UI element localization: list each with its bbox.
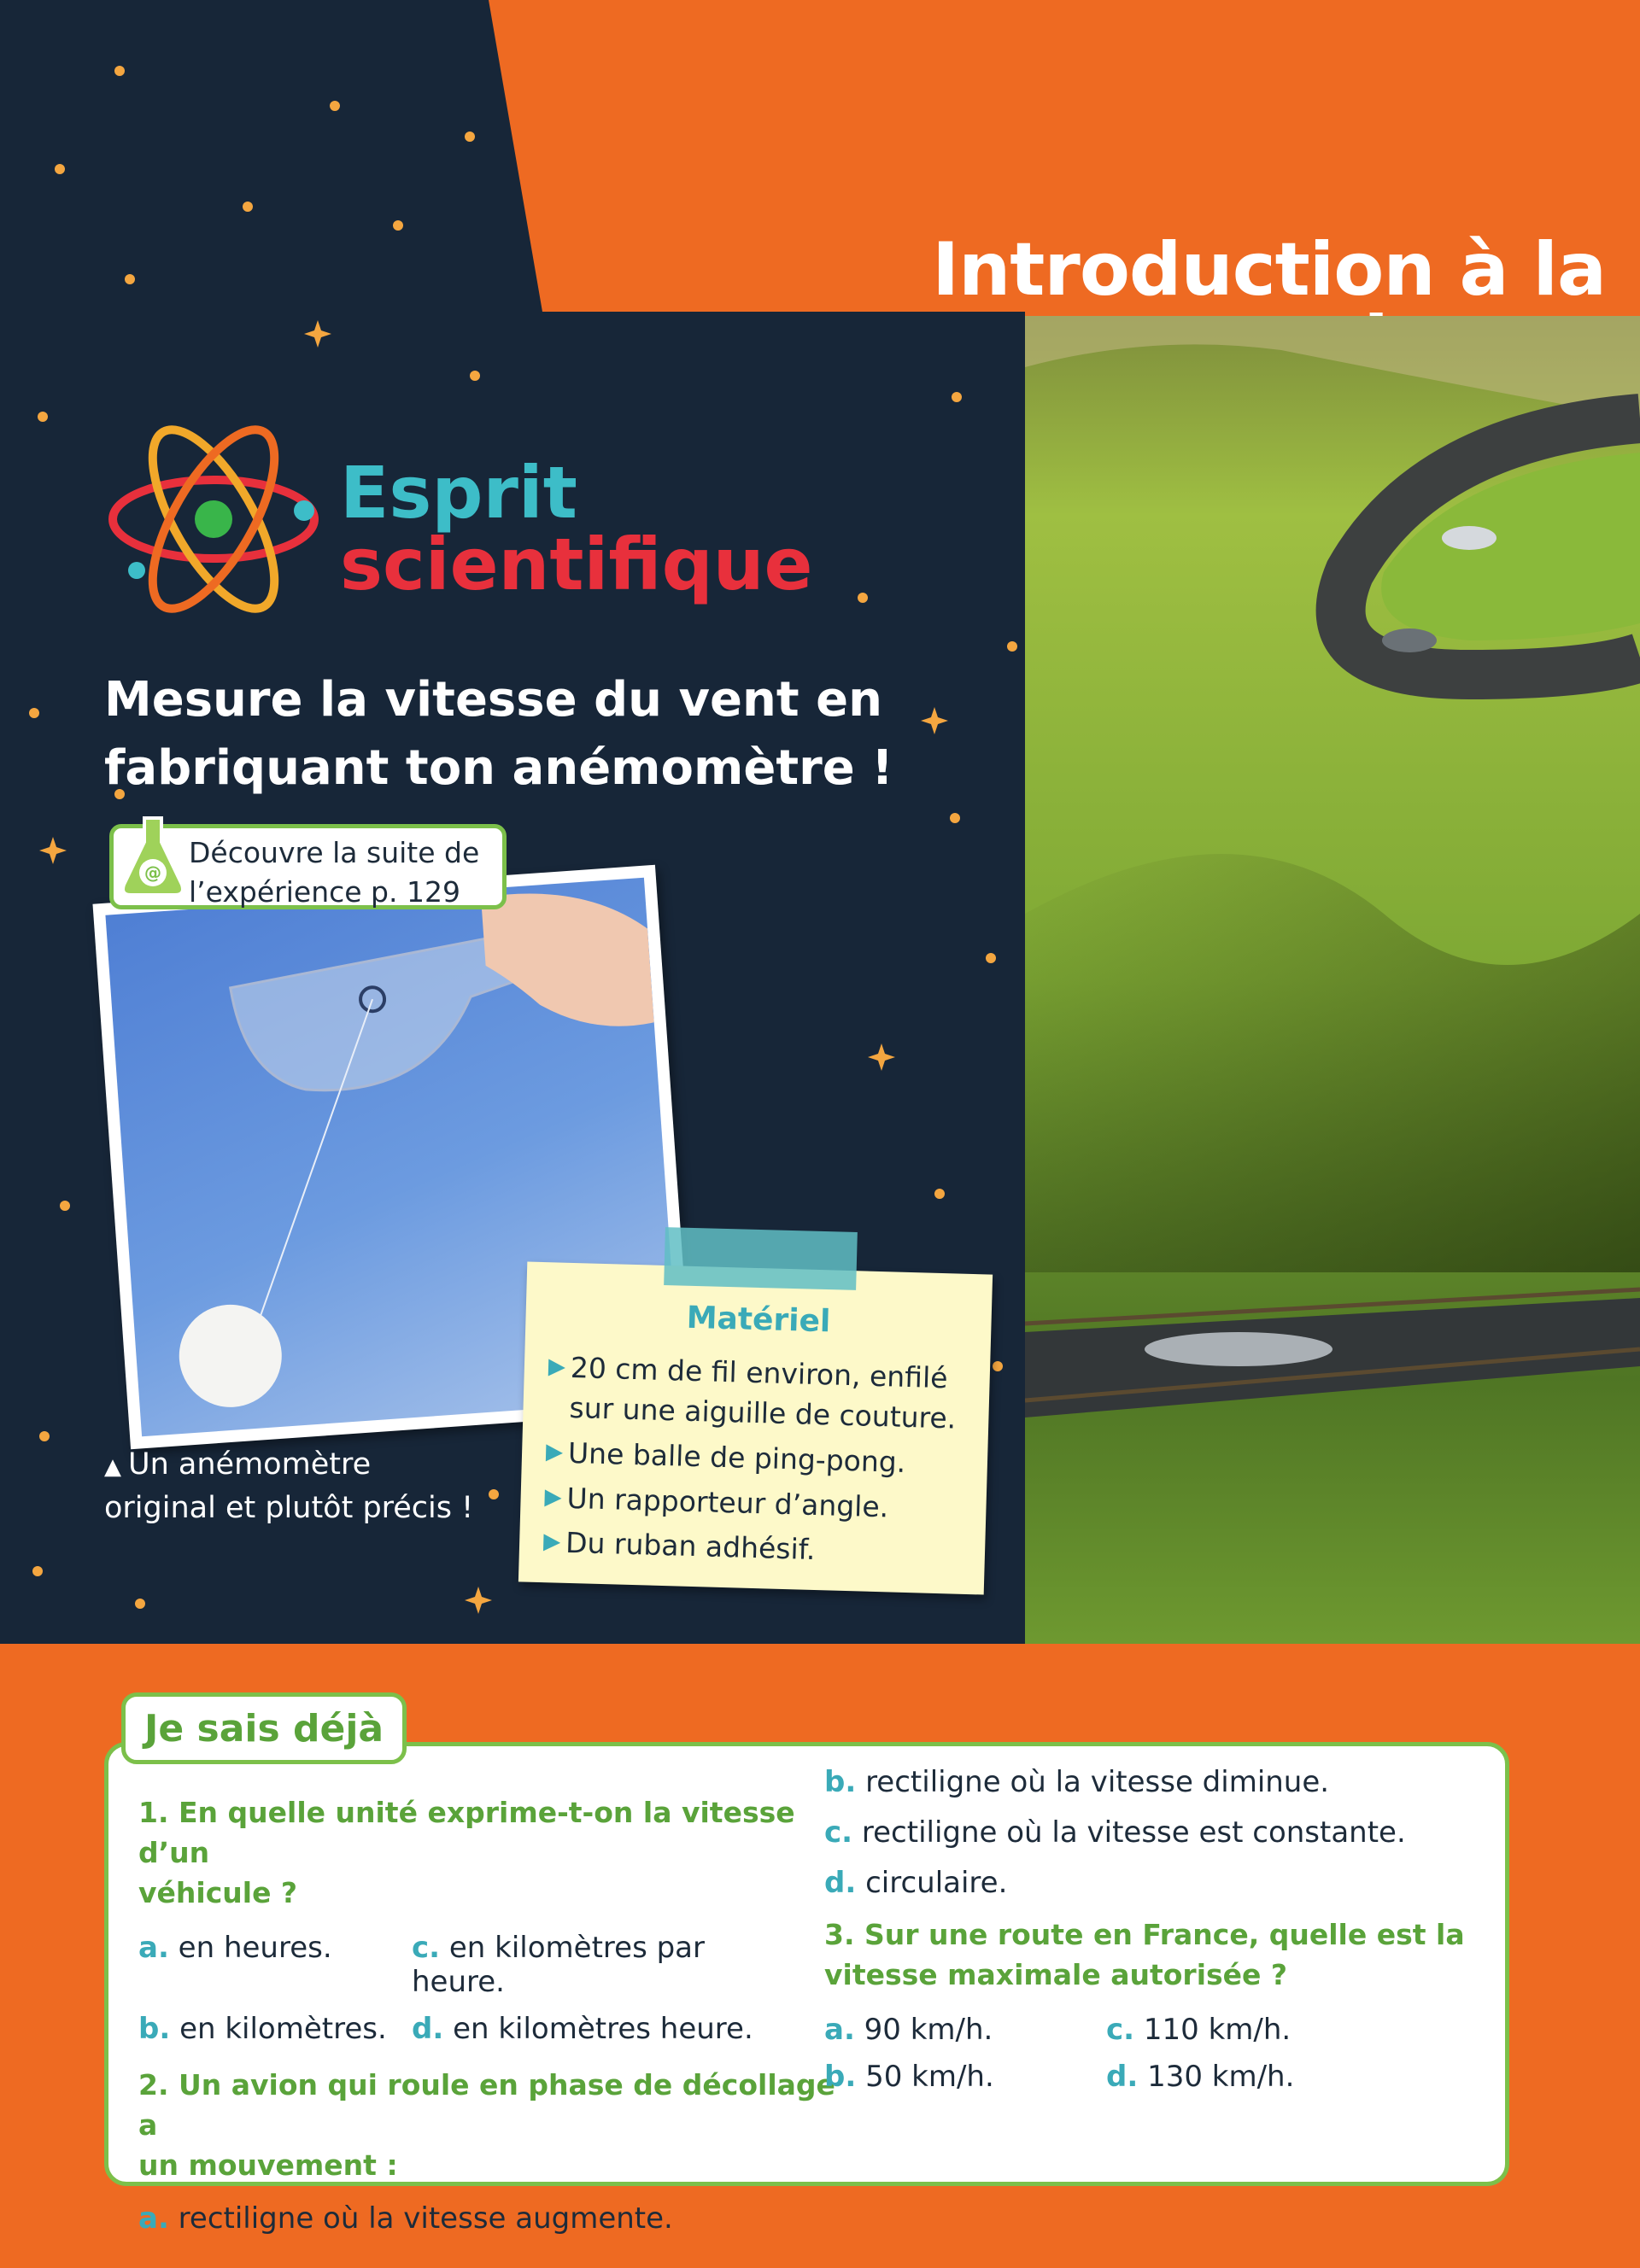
materiel-note <box>518 1261 993 1594</box>
discover-link[interactable] <box>109 824 507 909</box>
activity-headline <box>104 666 916 802</box>
question-3-answers <box>824 2013 1491 2095</box>
tape-strip <box>664 1227 858 1290</box>
answer-option[interactable]: c. rectiligne où la vitesse est constante. <box>824 1815 1406 1850</box>
answer-option[interactable]: a. en heures. <box>138 1930 332 1965</box>
esprit-scientifique-logo <box>340 451 813 606</box>
logo-line-1: Esprit <box>340 451 577 535</box>
flask-at-icon <box>119 810 187 903</box>
answer-option[interactable]: b. rectiligne où la vitesse diminue. <box>824 1765 1330 1799</box>
caption-line-1: Un anémomètre <box>128 1447 372 1482</box>
photo-caption <box>104 1443 497 1530</box>
quiz-box <box>104 1742 1509 2236</box>
materiel-list <box>542 1347 958 1580</box>
discover-line-2: l’expérience p. 129 <box>189 874 460 909</box>
answer-option[interactable]: c. 110 km/h. <box>1106 2013 1292 2048</box>
answer-option[interactable]: a. 90 km/h. <box>824 2013 993 2048</box>
question-1-title: 1. En quelle unité exprime-t-on la vitesse d’un véhicule ? <box>138 1796 795 1909</box>
svg-text:@: @ <box>144 862 161 883</box>
bullet-triangle-icon: ▶ <box>544 1483 563 1511</box>
headline-line-2: fabriquant ton anémomètre ! <box>104 739 893 796</box>
materiel-item: ▶ 20 cm de fil environ, enfilé sur une aiguille de couture. <box>548 1350 957 1435</box>
answer-option[interactable]: d. circulaire. <box>824 1865 1008 1900</box>
materiel-item: ▶ Une balle de ping-pong. <box>545 1435 906 1479</box>
answer-option[interactable]: a. rectiligne où la vitesse augmente. <box>138 2201 673 2236</box>
question-3-title: 3. Sur une route en France, quelle est la vitesse maximale autorisée ? <box>824 1918 1465 1992</box>
answer-option[interactable]: d. 130 km/h. <box>1106 2059 1295 2094</box>
logo-line-2: scientifique <box>340 523 813 606</box>
discover-line-1: Découvre la suite de <box>189 836 480 869</box>
bullet-triangle-icon: ▶ <box>542 1529 561 1556</box>
headline-line-1: Mesure la vitesse du vent en <box>104 672 882 728</box>
answer-option[interactable]: b. 50 km/h. <box>824 2059 994 2094</box>
question-1-answers <box>138 1931 839 2047</box>
bullet-triangle-icon: ▶ <box>548 1353 566 1380</box>
winding-road-image <box>1025 316 1640 1644</box>
materiel-item: ▶ Un rapporteur d’angle. <box>544 1481 889 1523</box>
answer-option[interactable]: b. en kilomètres. <box>138 2012 387 2047</box>
bullet-triangle-icon: ▶ <box>545 1438 564 1465</box>
question-2-continued <box>824 1765 1491 2095</box>
question-1 <box>138 1793 839 2236</box>
quiz-tab-label: Je sais déjà <box>121 1692 407 1764</box>
caption-line-2: original et plutôt précis ! <box>104 1490 474 1525</box>
materiel-title: Matériel <box>686 1300 831 1340</box>
question-2-title: 2. Un avion qui roule en phase de décollage a un mouvement : <box>138 2067 835 2182</box>
answer-option[interactable]: d. en kilomètres heure. <box>412 2012 753 2047</box>
page-title: Introduction à la <box>932 226 1606 313</box>
landscape-photo <box>1025 316 1640 1644</box>
caption-arrow-icon: ▲ <box>104 1454 121 1480</box>
atom-icon <box>102 408 325 630</box>
materiel-item: ▶ Du ruban adhésif. <box>542 1526 816 1567</box>
answer-option[interactable]: c. en kilomètres par heure. <box>412 1930 705 2000</box>
